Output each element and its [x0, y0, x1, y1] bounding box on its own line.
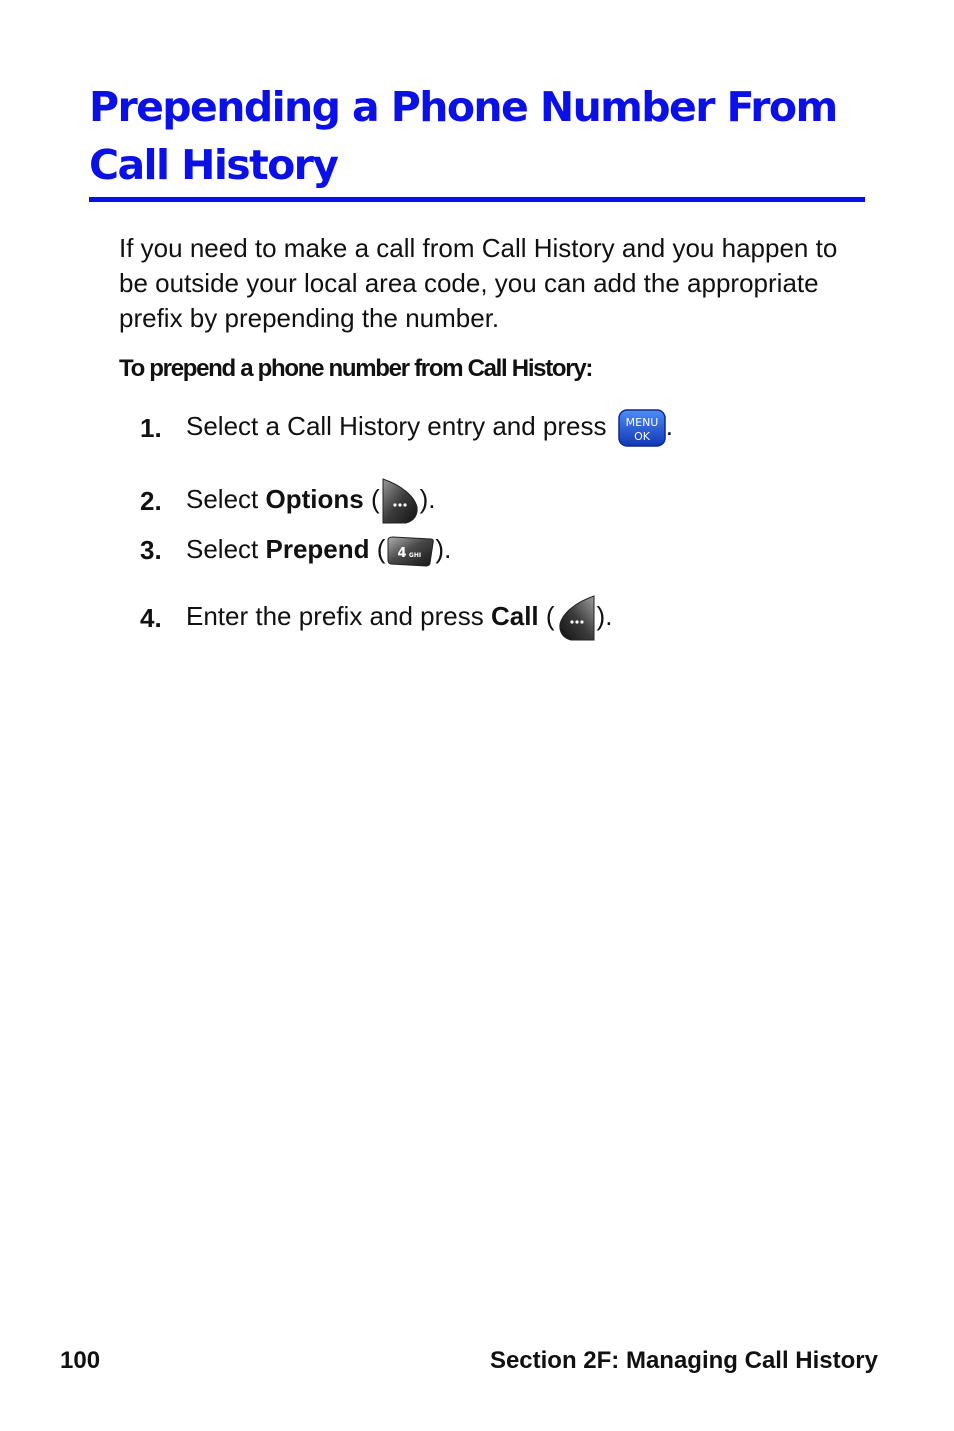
step-2: [140, 477, 436, 525]
footer-section-title: Section 2F: Managing Call History: [489, 1347, 878, 1374]
step-3-open: (: [369, 534, 386, 564]
right-softkey-icon: [380, 477, 420, 525]
menu-ok-key-icon: [618, 409, 666, 447]
step-4: [140, 594, 612, 642]
key-4-sublabel: GHI: [409, 552, 422, 560]
step-2-close: ).: [419, 483, 436, 514]
step-3: [140, 532, 451, 567]
procedure-heading: To prepend a phone number from Call History:: [119, 355, 593, 382]
step-4-instruction: Enter the prefix and press: [186, 600, 491, 631]
step-4-open: (: [538, 600, 555, 631]
page-title-line-1: Prepending a Phone Number From: [89, 83, 837, 131]
intro-paragraph: If you need to make a call from Call History and you happen to be outside your local area code, you can add the appropriate prefix by prepending the number.: [119, 233, 838, 333]
menu-key-label-bottom: OK: [633, 430, 650, 444]
step-2-instruction: Select: [186, 483, 266, 514]
step-3-text: [186, 532, 451, 567]
step-4-bold: Call: [490, 600, 539, 631]
key-4-ghi-icon: [385, 535, 435, 567]
menu-key-label-top: MENU: [625, 416, 659, 430]
step-1-end: .: [665, 411, 673, 441]
footer-page-number: 100: [60, 1347, 101, 1374]
step-2-number: 2.: [140, 486, 162, 516]
step-3-instruction: Select: [186, 534, 266, 564]
step-2-open: (: [363, 483, 380, 514]
step-1-text: [186, 409, 673, 447]
page-title: [89, 78, 849, 194]
step-2-bold: Options: [265, 483, 364, 514]
step-4-number: 4.: [140, 603, 162, 633]
step-4-close: ).: [596, 600, 613, 631]
step-1-instruction: Select a Call History entry and press: [186, 411, 614, 441]
step-1: [140, 409, 673, 447]
step-3-close: ).: [435, 534, 452, 564]
step-4-text: [186, 594, 612, 642]
step-3-number: 3.: [140, 534, 162, 565]
left-softkey-icon: [555, 594, 597, 642]
step-1-number: 1.: [140, 413, 162, 444]
key-4-label: 4: [397, 546, 407, 562]
step-3-bold: Prepend: [265, 534, 370, 564]
title-underline-rule: [89, 197, 865, 202]
page-title-line-2: Call History: [89, 141, 338, 189]
step-2-text: [186, 477, 436, 525]
